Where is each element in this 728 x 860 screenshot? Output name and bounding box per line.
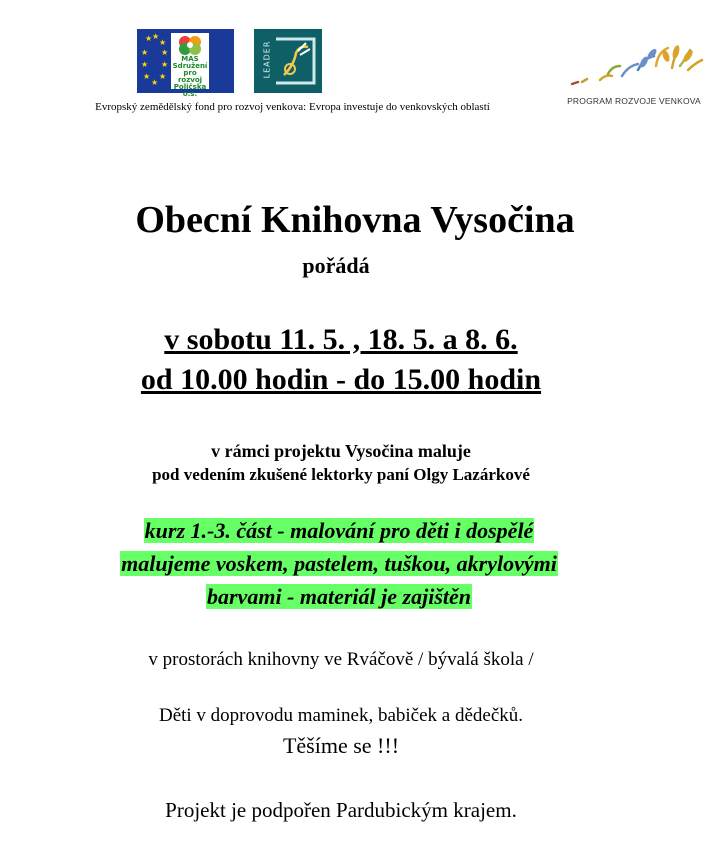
course-line-3 [0, 582, 678, 612]
subtitle: pořádá [302, 253, 370, 278]
event-hours: od 10.00 hodin - do 15.00 hodin [140, 363, 542, 396]
leader-logo [254, 29, 322, 93]
project-line: v rámci projektu Vysočina maluje [211, 441, 471, 461]
course-line-2-text: malujeme voskem, pastelem, tuškou, akrylovými [121, 551, 557, 576]
support-line: Projekt je podpořen Pardubickým krajem. [165, 798, 517, 822]
eafrd-note: Evropský zemědělský fond pro rozvoj venkova: Evropa investuje do venkovských oblastí [95, 101, 490, 113]
course-line-2 [0, 549, 678, 579]
looking-forward-line: Těšíme se !!! [282, 733, 400, 758]
mas-logo-text: MAS Sdružení pro rozvoj Poličska o.s. [172, 55, 208, 98]
lector-line: pod vedením zkušené lektorky paní Olgy Lazárkové [152, 465, 530, 484]
course-line-1-text: kurz 1.-3. část - malování pro děti i dospělé [144, 518, 534, 543]
eu-mas-logo: ★ ★ ★ ★ ★ ★ ★ ★ ★ ★ MAS Sdružení pro rozvoj Poličska o.s. [137, 29, 234, 93]
kids-line: Děti v doprovodu maminek, babiček a dědečků. [158, 705, 524, 726]
prv-logo-label: PROGRAM ROZVOJE VENKOVA [567, 96, 701, 106]
course-line-1 [0, 516, 678, 546]
leader-logo-text: LEADER [262, 40, 272, 79]
event-dates: v sobotu 11. 5. , 18. 5. a 8. 6. [164, 323, 518, 356]
mas-flower-icon [175, 34, 205, 56]
leader-emblem-icon [270, 35, 318, 87]
course-line-3-text: barvami - materiál je zajištěn [207, 584, 471, 609]
place-line: v prostorách knihovny ve Rváčově / bývalá škola / [148, 649, 534, 670]
page-title: Obecní Knihovna Vysočina [135, 199, 575, 241]
